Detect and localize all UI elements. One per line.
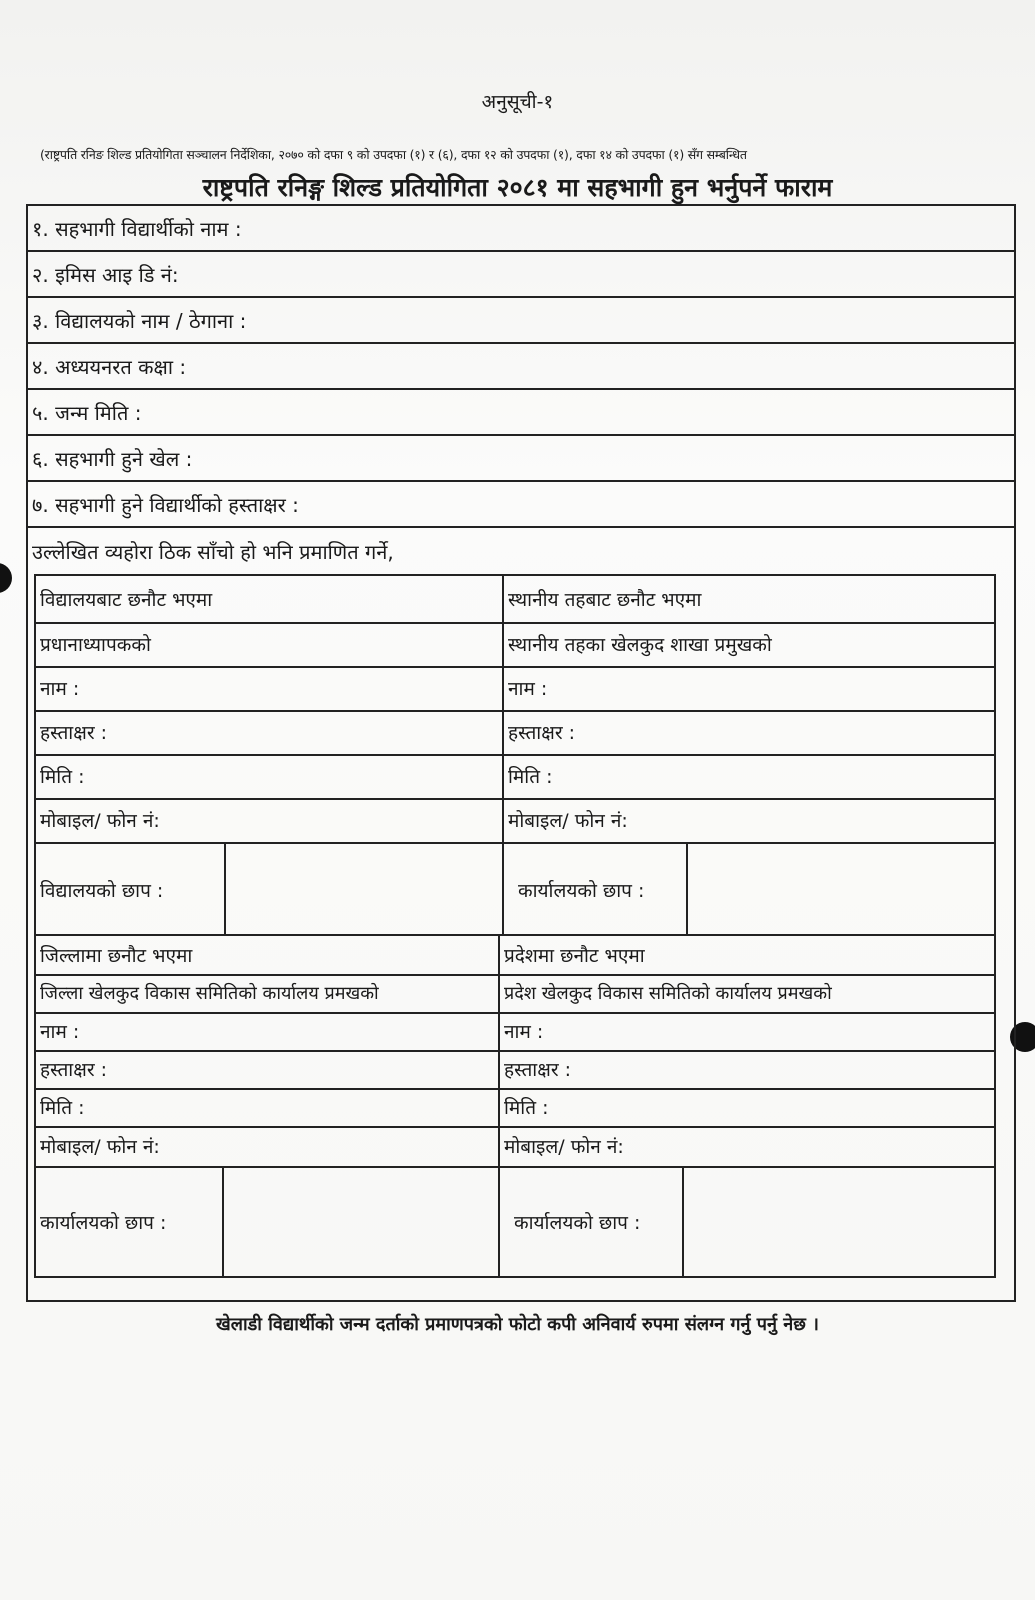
local-sports-head-role: स्थानीय तहका खेलकुद शाखा प्रमुखको — [508, 634, 772, 656]
district-office-stamp-box[interactable] — [224, 1168, 498, 1276]
province-head-signature-field[interactable]: हस्ताक्षर : — [504, 1059, 572, 1081]
province-office-stamp-label: कार्यालयको छाप : — [514, 1212, 641, 1234]
local-selection-heading: स्थानीय तहबाट छनौट भएमा — [508, 589, 702, 611]
field-date-of-birth[interactable]: ५. जन्म मिति : — [28, 390, 1014, 436]
application-form — [26, 204, 1016, 1302]
local-office-stamp-box[interactable] — [688, 844, 994, 936]
reference-text: (राष्ट्रपति रनिङ शिल्ड प्रतियोगिता सञ्चालन निर्देशिका, २०७० को दफा ९ को उपदफा (१) र (६), दफा १२ को उपदफा (१), दफा १४ को उपदफा (१) सँग सम्बन्धित — [40, 147, 747, 162]
local-head-name-field[interactable]: नाम : — [508, 678, 548, 700]
field-sport[interactable]: ६. सहभागी हुने खेल : — [28, 436, 1014, 482]
field-class[interactable]: ४. अध्ययनरत कक्षा : — [28, 344, 1014, 390]
headmaster-phone-field[interactable]: मोबाइल/ फोन नं: — [40, 810, 160, 832]
headmaster-name-field[interactable]: नाम : — [40, 678, 80, 700]
school-selection-heading: विद्यालयबाट छनौट भएमा — [40, 589, 213, 611]
district-office-stamp-label: कार्यालयको छाप : — [40, 1212, 167, 1234]
annex-label: अनुसूची-१ — [481, 91, 554, 113]
local-office-stamp-label: कार्यालयको छाप : — [518, 880, 645, 902]
district-head-signature-field[interactable]: हस्ताक्षर : — [40, 1059, 108, 1081]
footer-note: खेलाडी विद्यार्थीको जन्म दर्ताको प्रमाणपत्रको फोटो कपी अनिवार्य रुपमा संलग्न गर्नु पर्नु नेछ । — [216, 1314, 819, 1335]
verification-grid-district — [34, 936, 996, 1278]
school-stamp-box[interactable] — [226, 844, 502, 936]
province-office-head-role: प्रदेश खेलकुद विकास समितिको कार्यालय प्रमखको — [504, 983, 832, 1004]
province-head-phone-field[interactable]: मोबाइल/ फोन नं: — [504, 1136, 624, 1158]
district-head-name-field[interactable]: नाम : — [40, 1021, 80, 1043]
field-school-name-address[interactable]: ३. विद्यालयको नाम / ठेगाना : — [28, 298, 1014, 344]
field-student-name[interactable]: १. सहभागी विद्यार्थीको नाम : — [28, 206, 1014, 252]
field-emis-id[interactable]: २. इमिस आइ डि नं: — [28, 252, 1014, 298]
verification-grid-local — [34, 574, 996, 936]
headmaster-role: प्रधानाध्यापकको — [40, 634, 151, 656]
district-head-date-field[interactable]: मिति : — [40, 1097, 85, 1119]
province-selection-heading: प्रदेशमा छनौट भएमा — [504, 945, 645, 967]
province-office-stamp-box[interactable] — [684, 1168, 994, 1276]
headmaster-date-field[interactable]: मिति : — [40, 766, 85, 788]
local-head-phone-field[interactable]: मोबाइल/ फोन नं: — [508, 810, 628, 832]
local-head-signature-field[interactable]: हस्ताक्षर : — [508, 722, 576, 744]
punch-hole-left — [0, 563, 12, 593]
headmaster-signature-field[interactable]: हस्ताक्षर : — [40, 722, 108, 744]
certify-statement: उल्लेखित व्यहोरा ठिक साँचो हो भनि प्रमाणित गर्ने, — [32, 539, 394, 564]
local-head-date-field[interactable]: मिति : — [508, 766, 553, 788]
district-selection-heading: जिल्लामा छनौट भएमा — [40, 945, 193, 967]
field-student-signature[interactable]: ७. सहभागी हुने विद्यार्थीको हस्ताक्षर : — [28, 482, 1014, 528]
province-head-name-field[interactable]: नाम : — [504, 1021, 544, 1043]
district-office-head-role: जिल्ला खेलकुद विकास समितिको कार्यालय प्रमखको — [40, 983, 379, 1004]
form-title: राष्ट्रपति रनिङ्ग शिल्ड प्रतियोगिता २०८१ मा सहभागी हुन भर्नुपर्ने फाराम — [202, 173, 833, 202]
school-stamp-label: विद्यालयको छाप : — [40, 880, 164, 902]
district-head-phone-field[interactable]: मोबाइल/ फोन नं: — [40, 1136, 160, 1158]
province-head-date-field[interactable]: मिति : — [504, 1097, 549, 1119]
